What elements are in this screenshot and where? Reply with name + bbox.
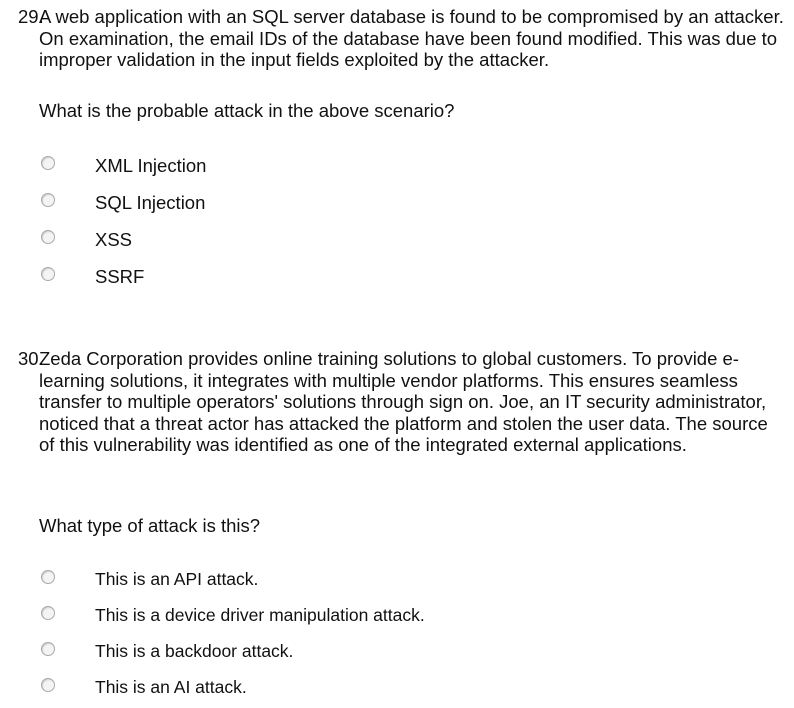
question-prompt: What is the probable attack in the above scenario? <box>39 100 455 121</box>
radio-button[interactable] <box>41 642 55 656</box>
option-label: This is an AI attack. <box>95 677 247 697</box>
option-backdoor-attack[interactable] <box>0 642 794 672</box>
option-label: This is a device driver manipulation attack. <box>95 605 425 625</box>
option-api-attack[interactable] <box>0 570 794 600</box>
option-xss[interactable] <box>0 230 794 260</box>
option-ssrf[interactable] <box>0 267 794 297</box>
option-sql-injection[interactable] <box>0 193 794 223</box>
option-label: SQL Injection <box>95 192 206 213</box>
option-ai-attack[interactable] <box>0 678 794 708</box>
option-label: XML Injection <box>95 155 207 176</box>
option-label: SSRF <box>95 266 145 287</box>
question-prompt: What type of attack is this? <box>39 515 261 536</box>
option-device-driver-attack[interactable] <box>0 606 794 636</box>
radio-button[interactable] <box>41 606 55 620</box>
radio-button[interactable] <box>41 230 55 244</box>
option-xml-injection[interactable] <box>0 156 794 186</box>
radio-button[interactable] <box>41 570 55 584</box>
radio-button[interactable] <box>41 678 55 692</box>
question-number: 30. <box>18 348 44 369</box>
option-label: This is a backdoor attack. <box>95 641 294 661</box>
question-text: Zeda Corporation provides online training solutions to global customers. To provide e-learning solutions, it integrates with multiple vendor platforms. This ensures seamless transfer to multiple operators' solutions through sign on. Joe, an IT security administrator, noticed that a threat actor has attacked the platform and stolen the user data. The source of this vulnerability was identified as one of the integrated external applications. <box>39 348 768 455</box>
question-number: 29. <box>18 6 44 27</box>
option-label: This is an API attack. <box>95 569 259 589</box>
radio-button[interactable] <box>41 267 55 281</box>
question-text: A web application with an SQL server database is found to be compromised by an attacker. On examination, the email IDs of the database have been found modified. This was due to improper validation in the input fields exploited by the attacker. <box>39 6 784 70</box>
radio-button[interactable] <box>41 156 55 170</box>
radio-button[interactable] <box>41 193 55 207</box>
option-label: XSS <box>95 229 133 250</box>
